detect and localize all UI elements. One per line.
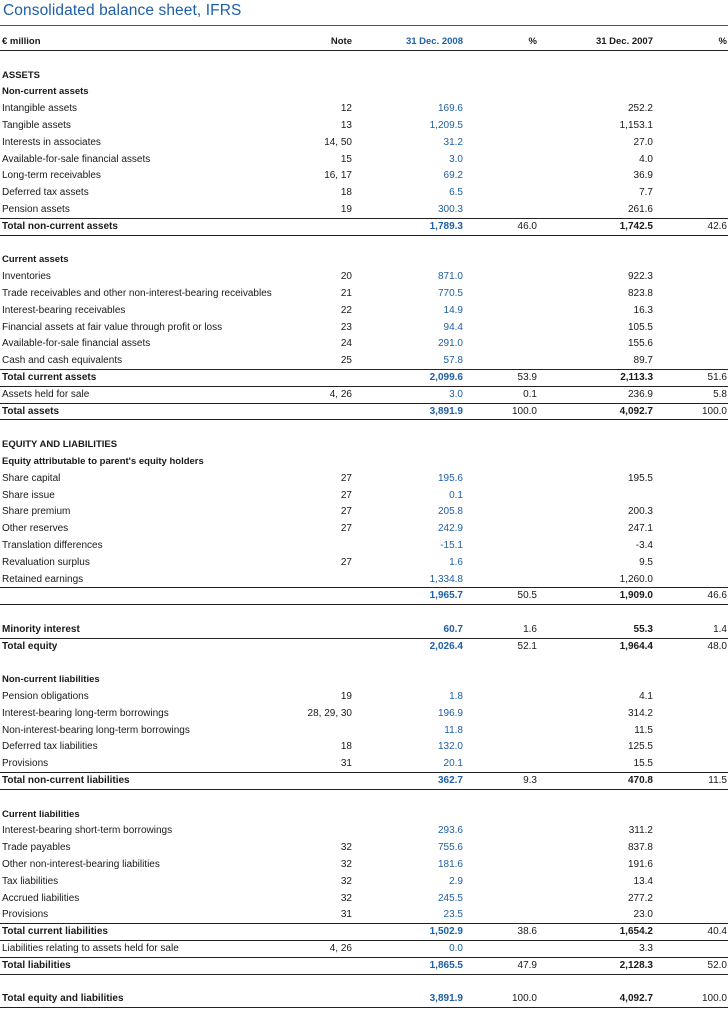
cell-label: Non-current assets [2, 86, 89, 98]
table-row [0, 723, 728, 740]
cell-note: 27 [340, 489, 352, 501]
table-row [0, 387, 728, 404]
cell-v2007: 252.2 [627, 103, 653, 115]
cell-label: Total current liabilities [2, 926, 108, 938]
cell-p2008: 38.6 [517, 926, 537, 938]
cell-label: Share premium [2, 506, 71, 518]
total-row [0, 991, 728, 1008]
cell-label: Long-term receivables [2, 170, 101, 182]
table-row [0, 823, 728, 840]
section-heading [0, 68, 728, 85]
balance-sheet-table [0, 34, 728, 1008]
cell-label: Tax liabilities [2, 875, 59, 887]
table-row [0, 891, 728, 908]
table-row [0, 941, 728, 958]
cell-v2008: 20.1 [443, 758, 463, 770]
table-row [0, 739, 728, 756]
cell-v2007: 200.3 [627, 506, 653, 518]
table-row [0, 303, 728, 320]
total-row [0, 958, 728, 975]
cell-v2008: 2,026.4 [429, 640, 463, 652]
cell-v2008: 2.9 [449, 875, 463, 887]
cell-label: Available-for-sale financial assets [2, 153, 151, 165]
cell-v2008: 3,891.9 [429, 993, 463, 1005]
cell-label: Interest-bearing long-term borrowings [2, 707, 169, 719]
cell-v2008: 3.0 [449, 388, 463, 400]
cell-v2008: -15.1 [440, 539, 463, 551]
cell-v2007: 1,654.2 [619, 926, 653, 938]
cell-p2008: 0.1 [523, 388, 537, 400]
cell-v2008: 0.0 [449, 943, 463, 955]
cell-note: 18 [340, 741, 352, 753]
cell-v2008: 132.0 [437, 741, 463, 753]
cell-v2008: 3.0 [449, 153, 463, 165]
cell-note: 16, 17 [324, 170, 352, 182]
cell-note: 27 [340, 556, 352, 568]
cell-v2007: 1,909.0 [619, 590, 653, 602]
cell-note: 4, 26 [329, 388, 352, 400]
cell-p2007: 1.4 [713, 623, 727, 635]
table-row [0, 488, 728, 505]
spacer-row [0, 236, 728, 253]
cell-v2008: 3,891.9 [429, 405, 463, 417]
total-row [0, 622, 728, 639]
total-row [0, 773, 728, 790]
cell-label: EQUITY AND LIABILITIES [2, 439, 118, 451]
cell-v2008: 300.3 [437, 203, 463, 215]
table-row [0, 185, 728, 202]
cell-p2008: 50.5 [517, 590, 537, 602]
cell-note: 19 [340, 203, 352, 215]
table-row [0, 572, 728, 589]
cell-note: 32 [340, 875, 352, 887]
header-note: Note [330, 36, 352, 47]
cell-note: 28, 29, 30 [307, 707, 352, 719]
cell-v2008: 57.8 [443, 355, 463, 367]
spacer-row [0, 605, 728, 622]
section-heading [0, 672, 728, 689]
cell-label: Translation differences [2, 539, 103, 551]
table-row [0, 168, 728, 185]
cell-v2007: 105.5 [627, 321, 653, 333]
cell-v2007: 4,092.7 [619, 405, 653, 417]
cell-p2008: 53.9 [517, 371, 537, 383]
cell-label: Interests in associates [2, 136, 101, 148]
cell-v2007: 1,260.0 [619, 573, 653, 585]
cell-note: 21 [340, 287, 352, 299]
section-heading [0, 252, 728, 269]
cell-v2008: 1,334.8 [429, 573, 463, 585]
cell-v2007: 1,153.1 [619, 119, 653, 131]
cell-label: Interest-bearing short-term borrowings [2, 825, 173, 837]
cell-v2007: 11.5 [634, 724, 653, 736]
table-row [0, 504, 728, 521]
table-row [0, 555, 728, 572]
cell-v2007: 55.3 [633, 623, 653, 635]
cell-label: Equity attributable to parent's equity holders [2, 455, 204, 467]
cell-v2008: 1,209.5 [429, 119, 463, 131]
total-row [0, 370, 728, 387]
cell-v2008: 245.5 [437, 892, 463, 904]
cell-label: Cash and cash equivalents [2, 355, 123, 367]
spacer-row [0, 51, 728, 68]
cell-note: 27 [340, 506, 352, 518]
cell-v2008: 293.6 [437, 825, 463, 837]
cell-p2007: 46.6 [707, 590, 727, 602]
cell-v2008: 60.7 [443, 623, 463, 635]
cell-note: 25 [340, 355, 352, 367]
cell-p2008: 52.1 [517, 640, 537, 652]
cell-note: 14, 50 [324, 136, 352, 148]
cell-label: Non-current liabilities [2, 674, 100, 686]
table-row [0, 269, 728, 286]
cell-v2007: 16.3 [633, 304, 653, 316]
cell-v2007: 27.0 [633, 136, 653, 148]
cell-note: 31 [340, 758, 352, 770]
cell-v2007: 89.7 [633, 355, 653, 367]
cell-label: Retained earnings [2, 573, 84, 585]
table-row [0, 286, 728, 303]
cell-note: 4, 26 [329, 943, 352, 955]
cell-v2008: 1.6 [449, 556, 463, 568]
cell-v2008: 1,865.5 [429, 959, 463, 971]
cell-v2007: 823.8 [627, 287, 653, 299]
table-row [0, 353, 728, 370]
total-row [0, 219, 728, 236]
cell-v2008: 871.0 [437, 271, 463, 283]
cell-p2008: 1.6 [523, 623, 537, 635]
table-body [0, 51, 728, 1008]
cell-v2007: 9.5 [639, 556, 653, 568]
cell-v2008: 11.8 [444, 724, 463, 736]
cell-v2007: 4,092.7 [619, 993, 653, 1005]
cell-p2008: 100.0 [511, 405, 537, 417]
header-2007: 31 Dec. 2007 [595, 36, 653, 47]
cell-v2008: 69.2 [443, 170, 463, 182]
cell-v2007: 1,742.5 [619, 220, 653, 232]
cell-v2007: 236.9 [627, 388, 653, 400]
header-2008-percent: % [528, 36, 537, 47]
table-row [0, 118, 728, 135]
header-label: € million [2, 36, 41, 47]
cell-label: Trade payables [2, 842, 71, 854]
cell-v2008: 242.9 [437, 523, 463, 535]
cell-v2007: 13.4 [633, 875, 653, 887]
cell-v2008: 770.5 [437, 287, 463, 299]
cell-label: Total current assets [2, 371, 97, 383]
cell-label: Total equity [2, 640, 58, 652]
cell-v2007: 23.0 [633, 909, 653, 921]
cell-v2007: 247.1 [627, 523, 653, 535]
total-row [0, 924, 728, 941]
table-row [0, 857, 728, 874]
table-row [0, 756, 728, 773]
cell-label: Deferred tax assets [2, 187, 89, 199]
cell-v2008: 755.6 [437, 842, 463, 854]
cell-v2008: 94.4 [443, 321, 463, 333]
cell-label: Current liabilities [2, 808, 80, 820]
cell-label: Total liabilities [2, 959, 71, 971]
cell-v2008: 1,502.9 [429, 926, 463, 938]
header-2007-percent: % [718, 36, 727, 47]
total-row [0, 404, 728, 421]
total-row [0, 588, 728, 605]
spacer-row [0, 420, 728, 437]
cell-v2007: 2,128.3 [619, 959, 653, 971]
cell-label: Pension assets [2, 203, 70, 215]
cell-v2008: 169.6 [437, 103, 463, 115]
cell-note: 27 [340, 472, 352, 484]
cell-label: Total equity and liabilities [2, 993, 124, 1005]
cell-label: Inventories [2, 271, 51, 283]
cell-label: Total non-current liabilities [2, 775, 130, 787]
cell-v2008: 14.9 [443, 304, 463, 316]
cell-note: 24 [340, 338, 352, 350]
cell-label: Deferred tax liabilities [2, 741, 98, 753]
cell-note: 23 [340, 321, 352, 333]
cell-v2008: 23.5 [443, 909, 463, 921]
table-row [0, 521, 728, 538]
cell-p2008: 100.0 [511, 993, 537, 1005]
cell-v2007: 3.3 [639, 943, 653, 955]
spacer-row [0, 790, 728, 807]
table-row [0, 840, 728, 857]
cell-label: Total non-current assets [2, 220, 118, 232]
cell-p2007: 100.0 [701, 993, 727, 1005]
cell-v2007: 470.8 [627, 775, 653, 787]
header-2008: 31 Dec. 2008 [405, 36, 463, 47]
table-row [0, 907, 728, 924]
cell-label: Minority interest [2, 623, 80, 635]
cell-v2008: 1,789.3 [429, 220, 463, 232]
cell-v2007: 1,964.4 [619, 640, 653, 652]
cell-label: Interest-bearing receivables [2, 304, 126, 316]
cell-v2007: 36.9 [633, 170, 653, 182]
cell-v2007: 311.2 [628, 825, 653, 837]
title-divider [0, 25, 728, 26]
cell-note: 32 [340, 892, 352, 904]
section-heading [0, 84, 728, 101]
cell-v2008: 291.0 [437, 338, 463, 350]
cell-p2007: 11.5 [708, 775, 727, 787]
cell-v2008: 6.5 [449, 187, 463, 199]
cell-v2008: 1,965.7 [429, 590, 463, 602]
cell-label: Current assets [2, 254, 69, 266]
cell-label: Share issue [2, 489, 55, 501]
table-row [0, 874, 728, 891]
cell-label: Other non-interest-bearing liabilities [2, 859, 160, 871]
cell-p2007: 52.0 [707, 959, 727, 971]
cell-label: Revaluation surplus [2, 556, 90, 568]
cell-label: Other reserves [2, 523, 69, 535]
cell-note: 12 [340, 103, 352, 115]
cell-note: 15 [340, 153, 352, 165]
cell-label: Provisions [2, 909, 49, 921]
cell-v2007: 15.5 [633, 758, 653, 770]
cell-label: Tangible assets [2, 119, 71, 131]
cell-note: 27 [340, 523, 352, 535]
cell-v2008: 1.8 [449, 691, 463, 703]
cell-p2007: 48.0 [707, 640, 727, 652]
table-row [0, 471, 728, 488]
cell-v2008: 362.7 [437, 775, 463, 787]
cell-label: Accrued liabilities [2, 892, 80, 904]
table-row [0, 336, 728, 353]
cell-v2008: 205.8 [437, 506, 463, 518]
spacer-row [0, 975, 728, 992]
cell-p2008: 9.3 [523, 775, 537, 787]
cell-v2007: 125.5 [627, 741, 653, 753]
table-row [0, 135, 728, 152]
cell-label: Available-for-sale financial assets [2, 338, 151, 350]
cell-label: Pension obligations [2, 691, 89, 703]
table-row [0, 689, 728, 706]
cell-v2008: 196.9 [437, 707, 463, 719]
cell-v2007: 837.8 [627, 842, 653, 854]
cell-v2007: 195.5 [627, 472, 653, 484]
cell-label: Share capital [2, 472, 61, 484]
cell-note: 19 [340, 691, 352, 703]
cell-p2008: 47.9 [517, 959, 537, 971]
cell-v2008: 0.1 [449, 489, 463, 501]
section-heading [0, 454, 728, 471]
cell-v2008: 31.2 [443, 136, 463, 148]
cell-note: 13 [340, 119, 352, 131]
spacer-row [0, 655, 728, 672]
cell-note: 20 [340, 271, 352, 283]
cell-p2008: 46.0 [517, 220, 537, 232]
cell-v2007: 314.2 [627, 707, 653, 719]
cell-p2007: 51.6 [707, 371, 727, 383]
section-heading [0, 807, 728, 824]
cell-v2007: 155.6 [627, 338, 653, 350]
section-heading [0, 437, 728, 454]
cell-label: Assets held for sale [2, 388, 90, 400]
cell-v2007: 191.6 [627, 859, 653, 871]
page-title: Consolidated balance sheet, IFRS [3, 2, 242, 19]
cell-p2007: 42.6 [707, 220, 727, 232]
cell-v2007: 4.1 [639, 691, 653, 703]
table-row [0, 152, 728, 169]
cell-label: ASSETS [2, 69, 41, 81]
table-row [0, 706, 728, 723]
cell-label: Intangible assets [2, 103, 78, 115]
cell-v2007: 7.7 [639, 187, 653, 199]
total-row [0, 639, 728, 656]
cell-label: Financial assets at fair value through profit or loss [2, 321, 223, 333]
table-row [0, 320, 728, 337]
cell-p2007: 5.8 [713, 388, 727, 400]
cell-v2007: 2,113.3 [620, 371, 653, 383]
cell-p2007: 100.0 [701, 405, 727, 417]
cell-v2007: 4.0 [639, 153, 653, 165]
cell-v2008: 2,099.6 [429, 371, 463, 383]
cell-label: Total assets [2, 405, 60, 417]
cell-label: Non-interest-bearing long-term borrowings [2, 724, 190, 736]
cell-v2007: 261.6 [627, 203, 653, 215]
cell-label: Trade receivables and other non-interest-bearing receivables [2, 287, 272, 299]
cell-v2008: 195.6 [437, 472, 463, 484]
cell-note: 31 [340, 909, 352, 921]
cell-v2007: -3.4 [635, 539, 653, 551]
table-row [0, 538, 728, 555]
cell-note: 32 [340, 859, 352, 871]
table-header-row [0, 34, 728, 51]
cell-label: Provisions [2, 758, 49, 770]
cell-note: 32 [340, 842, 352, 854]
cell-note: 18 [340, 187, 352, 199]
table-row [0, 101, 728, 118]
cell-p2007: 40.4 [707, 926, 727, 938]
table-row [0, 202, 728, 219]
cell-v2007: 277.2 [627, 892, 653, 904]
cell-v2007: 922.3 [627, 271, 653, 283]
cell-v2008: 181.6 [437, 859, 463, 871]
cell-note: 22 [340, 304, 352, 316]
cell-label: Liabilities relating to assets held for sale [2, 943, 179, 955]
